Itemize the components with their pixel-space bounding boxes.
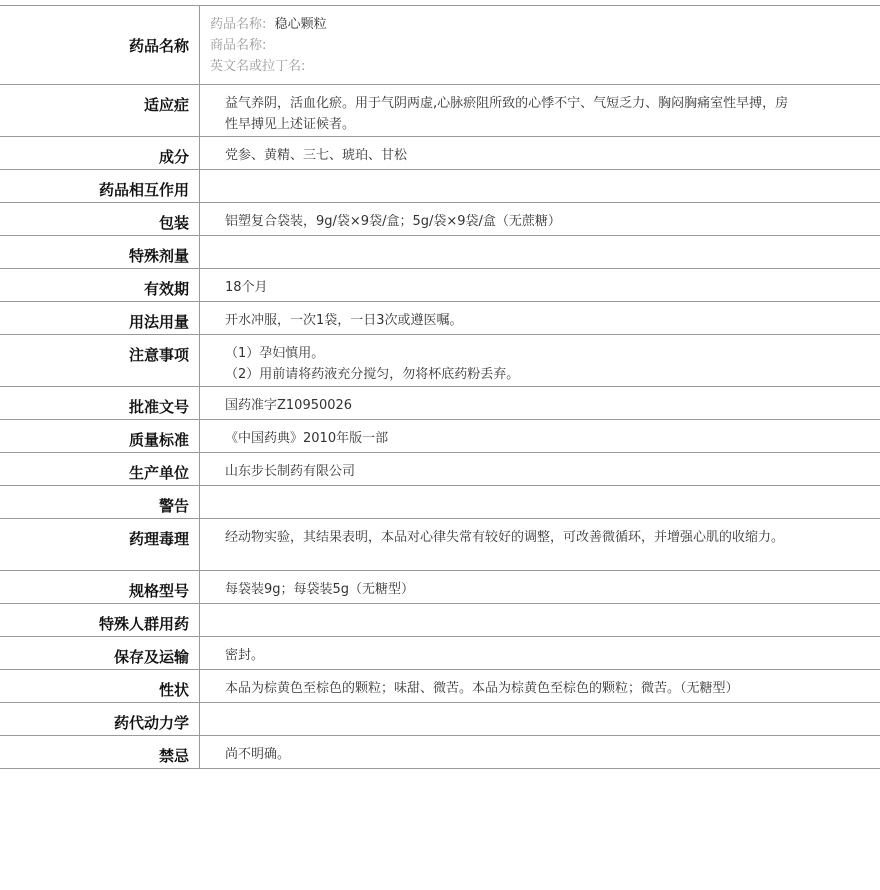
- drug-name-line: [210, 14, 870, 35]
- label-usage: 用法用量: [0, 302, 200, 334]
- value-interaction: [200, 170, 880, 202]
- row-contraindication: [0, 736, 880, 769]
- label-spec: 规格型号: [0, 571, 200, 603]
- value-warning: [200, 486, 880, 518]
- english-name-line: [210, 56, 870, 77]
- row-special-dose: [0, 236, 880, 269]
- row-package: [0, 203, 880, 236]
- row-manufacturer: [0, 453, 880, 486]
- drug-name-value: 稳心颗粒: [274, 17, 327, 32]
- row-warning: [0, 486, 880, 519]
- row-usage: [0, 302, 880, 335]
- value-pharmacology: 经动物实验，其结果表明，本品对心律失常有较好的调整，可改善微循环，并增强心肌的收缩力。: [225, 530, 785, 545]
- label-drug-name: 药品名称: [0, 6, 200, 84]
- value-special-dose: [200, 236, 880, 268]
- trade-name-line: [210, 35, 870, 56]
- row-spec: [0, 571, 880, 604]
- label-validity: 有效期: [0, 269, 200, 301]
- label-storage: 保存及运输: [0, 637, 200, 669]
- row-notes: [0, 335, 880, 387]
- value-storage: 密封。: [225, 648, 265, 663]
- value-drug-name-block: [200, 6, 880, 84]
- label-package: 包装: [0, 203, 200, 235]
- row-storage: [0, 637, 880, 670]
- value-pharmacokinetics: [200, 703, 880, 735]
- value-validity: 18个月: [225, 280, 268, 295]
- value-approval: 国药准字Z10950026: [225, 398, 353, 413]
- label-special-population: 特殊人群用药: [0, 604, 200, 636]
- label-indication: 适应症: [0, 85, 200, 136]
- value-ingredients: 党参、黄精、三七、琥珀、甘松: [225, 148, 408, 163]
- label-appearance: 性状: [0, 670, 200, 702]
- drug-name-key: 药品名称:: [210, 17, 267, 32]
- value-standard: 《中国药典》2010年版一部: [225, 431, 389, 446]
- row-indication: [0, 85, 880, 137]
- label-pharmacology: 药理毒理: [0, 519, 200, 570]
- note-line-2: （2）用前请将药液充分搅匀，勿将杯底药粉丢弃。: [225, 367, 520, 382]
- value-manufacturer: 山东步长制药有限公司: [225, 464, 356, 479]
- label-contraindication: 禁忌: [0, 736, 200, 768]
- label-special-dose: 特殊剂量: [0, 236, 200, 268]
- row-approval: [0, 387, 880, 420]
- value-appearance: 本品为棕黄色至棕色的颗粒；味甜、微苦。本品为棕黄色至棕色的颗粒；微苦。（无糖型）: [225, 681, 739, 696]
- value-special-population: [200, 604, 880, 636]
- label-manufacturer: 生产单位: [0, 453, 200, 485]
- row-drug-name: [0, 6, 880, 85]
- row-pharmacokinetics: [0, 703, 880, 736]
- value-contraindication: 尚不明确。: [225, 747, 291, 762]
- row-validity: [0, 269, 880, 302]
- drug-info-table: [0, 5, 880, 769]
- row-standard: [0, 420, 880, 453]
- row-special-population: [0, 604, 880, 637]
- row-ingredients: [0, 137, 880, 170]
- trade-name-key: 商品名称:: [210, 38, 267, 53]
- value-package: 铝塑复合袋装，9g/袋×9袋/盒；5g/袋×9袋/盒（无蔗糖）: [225, 214, 561, 229]
- label-notes: 注意事项: [0, 335, 200, 386]
- value-indication: 益气养阴，活血化瘀。用于气阴两虚,心脉瘀阻所致的心悸不宁、气短乏力、胸闷胸痛室性早搏，房性早搏见上述证候者。: [225, 96, 789, 132]
- value-notes: [200, 335, 880, 386]
- label-warning: 警告: [0, 486, 200, 518]
- label-approval: 批准文号: [0, 387, 200, 419]
- note-line-1: （1）孕妇慎用。: [225, 346, 325, 361]
- label-standard: 质量标准: [0, 420, 200, 452]
- row-pharmacology: [0, 519, 880, 571]
- label-interaction: 药品相互作用: [0, 170, 200, 202]
- english-name-key: 英文名或拉丁名:: [210, 59, 306, 74]
- row-interaction: [0, 170, 880, 203]
- value-usage: 开水冲服，一次1袋，一日3次或遵医嘱。: [225, 313, 463, 328]
- label-pharmacokinetics: 药代动力学: [0, 703, 200, 735]
- row-appearance: [0, 670, 880, 703]
- value-spec: 每袋装9g；每袋装5g（无糖型）: [225, 582, 415, 597]
- label-ingredients: 成分: [0, 137, 200, 169]
